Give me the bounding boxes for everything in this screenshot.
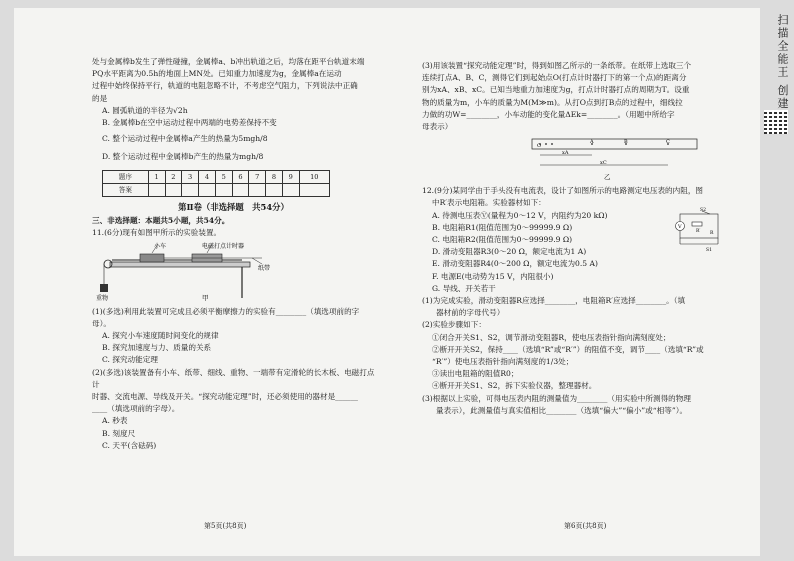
q10-option-b: B. 金属棒b在空中运动过程中两端的电势差保持不变 bbox=[102, 118, 277, 128]
answer-cell bbox=[215, 183, 232, 196]
figure-jia-apparatus bbox=[92, 242, 312, 304]
figure-yi-tape bbox=[422, 135, 712, 183]
q11-1: (1)(多选)利用此装置可完成且必须平衡摩擦力的实验有________（填选项前的字母）。 bbox=[92, 306, 360, 328]
answer-table-answer-row bbox=[103, 183, 330, 196]
q10-option-a: A. 圆弧轨道的半径为√2h bbox=[102, 105, 188, 115]
label-weight: 重物 bbox=[96, 294, 109, 302]
left-page bbox=[92, 56, 375, 452]
answer-cell bbox=[148, 183, 165, 196]
q12-2-step2: ②断开开关S2，保持____（选填“R”或“R′”）的阻值不变，调节____（选填“R”或 bbox=[432, 344, 704, 354]
answer-cell bbox=[182, 183, 199, 196]
table-cell: 3 bbox=[182, 170, 199, 183]
table-cell: 8 bbox=[266, 170, 283, 183]
answer-table bbox=[102, 170, 330, 197]
q12-item-a: A. 待测电压表Ⓥ(量程为0～12 V，内阻约为20 kΩ) bbox=[432, 210, 608, 220]
q12-item-g: G. 导线、开关若干 bbox=[432, 283, 496, 293]
weight-block bbox=[100, 284, 108, 292]
table-cell: 6 bbox=[232, 170, 249, 183]
q10-option-c: C. 整个运动过程中金属棒a产生的热量为5mgh/8 bbox=[102, 134, 268, 144]
circuit-label-r: R bbox=[710, 230, 714, 236]
q12-item-b: B. 电阻箱R1(阻值范围为0～99999.9 Ω) bbox=[432, 222, 573, 232]
q12-3-line2: 量表示），此测量值与真实值相比________（选填“偏大”“偏小”或“相等”）。 bbox=[436, 405, 688, 415]
tape-dot bbox=[551, 143, 553, 145]
right-page bbox=[422, 60, 724, 417]
q12-item-c: C. 电阻箱R2(阻值范围为0～99999.9 Ω) bbox=[432, 235, 573, 245]
answer-cell bbox=[266, 183, 283, 196]
cart bbox=[140, 254, 164, 262]
section-title: 第Ⅱ卷（非选择题 共54分） bbox=[178, 202, 289, 213]
label-car: 小车 bbox=[154, 242, 167, 250]
q11-3-line3: 别为xA、xB、xC。已知当地重力加速度为g，打点计时器打点的周期为T。设重 bbox=[422, 85, 690, 95]
q10-text-4: 的是 bbox=[92, 93, 108, 103]
q12-item-d: D. 滑动变阻器R3(0～20 Ω，额定电流为1 A) bbox=[432, 247, 587, 257]
q12-1-line2: 器材前的字母代号） bbox=[436, 308, 505, 318]
q11-3-line6: 母表示） bbox=[422, 122, 453, 132]
q10-text-3: 过程中始终保持平行，轨道的电阻忽略不计，不考虑空气阻力，下列说法中正确 bbox=[92, 81, 358, 91]
figure-caption-jia: 甲 bbox=[202, 293, 209, 302]
tape-label-a: A bbox=[590, 139, 594, 146]
q12-2-step1: ①闭合开关S1、S2，调节滑动变阻器R，使电压表指针指向满刻度处； bbox=[432, 332, 671, 342]
q11-3-line5: 力做的功W=________，小车动能的变化量ΔEk=________。（用题中所给字 bbox=[422, 109, 675, 119]
answer-cell bbox=[232, 183, 249, 196]
q10-option-d: D. 整个运动过程中金属棒b产生的热量为mgh/8 bbox=[102, 152, 264, 162]
table-cell: 题序 bbox=[103, 170, 149, 183]
q12-2-step3: ③读出电阻箱的阻值R0； bbox=[432, 369, 519, 379]
q11-2-line2: 时器、交流电源、导线及开关。“探究动能定理”时，还必须使用的器材是______ bbox=[92, 392, 358, 402]
q12-2-title: (2)实验步骤如下： bbox=[422, 320, 486, 330]
q11-3-line1: (3)用该装置“探究动能定理”时，得到如图乙所示的一条纸带。在纸带上选取三个 bbox=[422, 61, 692, 70]
circuit-label-s1: S1 bbox=[706, 247, 712, 252]
resistor-box bbox=[692, 222, 702, 226]
tape-label-xa: xA bbox=[562, 150, 569, 157]
tape-label-b: B bbox=[624, 139, 628, 146]
tape-label-c: C bbox=[666, 139, 670, 146]
q11-1-option-a: A. 探究小车速度随时间变化的规律 bbox=[102, 331, 219, 341]
q10-text-2: PQ水平距离为0.5h的地面上MN处。已知重力加速度为g，金属棒a在运动 bbox=[92, 69, 342, 79]
tape-label-o: O bbox=[537, 143, 542, 150]
table-cell: 9 bbox=[282, 170, 299, 183]
page-footer-left: 第5页(共8页) bbox=[204, 522, 247, 530]
q12-items-block bbox=[422, 207, 724, 295]
q12-1-line1: (1)为完成实验，滑动变阻器R应选择________，电阻箱R′应选择________。（填 bbox=[422, 296, 686, 306]
section-intro: 三、非选择题：本题共5小题，共54分。 bbox=[92, 216, 230, 226]
q11-1-option-c: C. 探究动能定理 bbox=[102, 355, 158, 365]
circuit-label-r-prime: R′ bbox=[696, 228, 701, 234]
table-cell: 7 bbox=[249, 170, 266, 183]
table-cell: 5 bbox=[215, 170, 232, 183]
exam-sheet bbox=[14, 8, 760, 556]
answer-cell bbox=[249, 183, 266, 196]
q11-3-line4: 物的质量为m，小车的质量为M(M≫m)。从打O点到打B点的过程中，细线拉 bbox=[422, 97, 683, 107]
q12-item-f: F. 电源E(电动势为15 V，内阻很小) bbox=[432, 271, 554, 281]
q12-item-e: E. 滑动变阻器R4(0～200 Ω，额定电流为0.5 A) bbox=[432, 259, 598, 269]
q11-2-line3: ____（填选项前的字母）。 bbox=[92, 404, 180, 414]
q11-1-option-b: B. 探究加速度与力、质量的关系 bbox=[102, 343, 212, 353]
label-timer: 电磁打点计时器 bbox=[202, 242, 245, 250]
q11-2-line1: (2)(多选)该装置备有小车、纸带、细线、重物、一端带有定滑轮的长木板、电磁打点计 bbox=[92, 367, 375, 389]
figure-caption-yi: 乙 bbox=[604, 173, 611, 182]
circuit-diagram bbox=[670, 206, 724, 252]
q12-2-step4: ④断开开关S1、S2，拆下实验仪器，整理器材。 bbox=[432, 381, 597, 391]
q11-3-line2: 连续打点A、B、C，测得它们到起始点O(打点计时器打下的第一个点)的距离分 bbox=[422, 73, 687, 83]
answer-table-header-row bbox=[103, 170, 330, 183]
q12-2-step2-cont: “R′”）使电压表指针指向满刻度的1/3处； bbox=[432, 357, 574, 367]
table-cell: 10 bbox=[299, 170, 329, 183]
answer-cell bbox=[299, 183, 329, 196]
paper-tape bbox=[532, 139, 697, 149]
label-tape: 纸带 bbox=[258, 264, 271, 272]
q12-3-line1: (3)根据以上实验，可得电压表内阻的测量值为________（用实验中所测得的物理 bbox=[422, 393, 691, 403]
table-cell: 1 bbox=[148, 170, 165, 183]
q10-text-1: 处与金属棒b发生了弹性碰撞，金属棒a、b冲出轨道之后，均落在距平台轨道末端 bbox=[92, 57, 365, 66]
circuit-label-s2: S2 bbox=[700, 207, 706, 213]
tape-dot bbox=[545, 143, 547, 145]
scanner-watermark: 扫描全能王 创建 bbox=[776, 14, 789, 111]
tape-label-xc: xC bbox=[600, 160, 607, 167]
answer-cell bbox=[165, 183, 182, 196]
q11-stem: 11.(6分)现有如图甲所示的实验装置。 bbox=[92, 228, 222, 238]
answer-cell bbox=[199, 183, 216, 196]
page-footer-right: 第6页(共8页) bbox=[564, 522, 607, 530]
circuit-label-v: V bbox=[678, 223, 682, 230]
q11-2-option-a: A. 秒表 bbox=[102, 416, 128, 426]
q11-2-option-b: B. 刻度尺 bbox=[102, 428, 136, 438]
table-cell: 4 bbox=[199, 170, 216, 183]
table-cell: 答案 bbox=[103, 183, 149, 196]
answer-cell bbox=[282, 183, 299, 196]
table-cell: 2 bbox=[165, 170, 182, 183]
qr-code-overlay bbox=[764, 110, 788, 134]
q12-stem-1: 12.(9分)某同学由于手头没有电流表，设计了如图所示的电路测定电压表的内阻，图 bbox=[422, 186, 704, 196]
q12-stem-2: 中R′表示电阻箱。实验器材如下： bbox=[432, 198, 546, 208]
q11-2-option-c: C. 天平(含砝码) bbox=[102, 440, 157, 450]
